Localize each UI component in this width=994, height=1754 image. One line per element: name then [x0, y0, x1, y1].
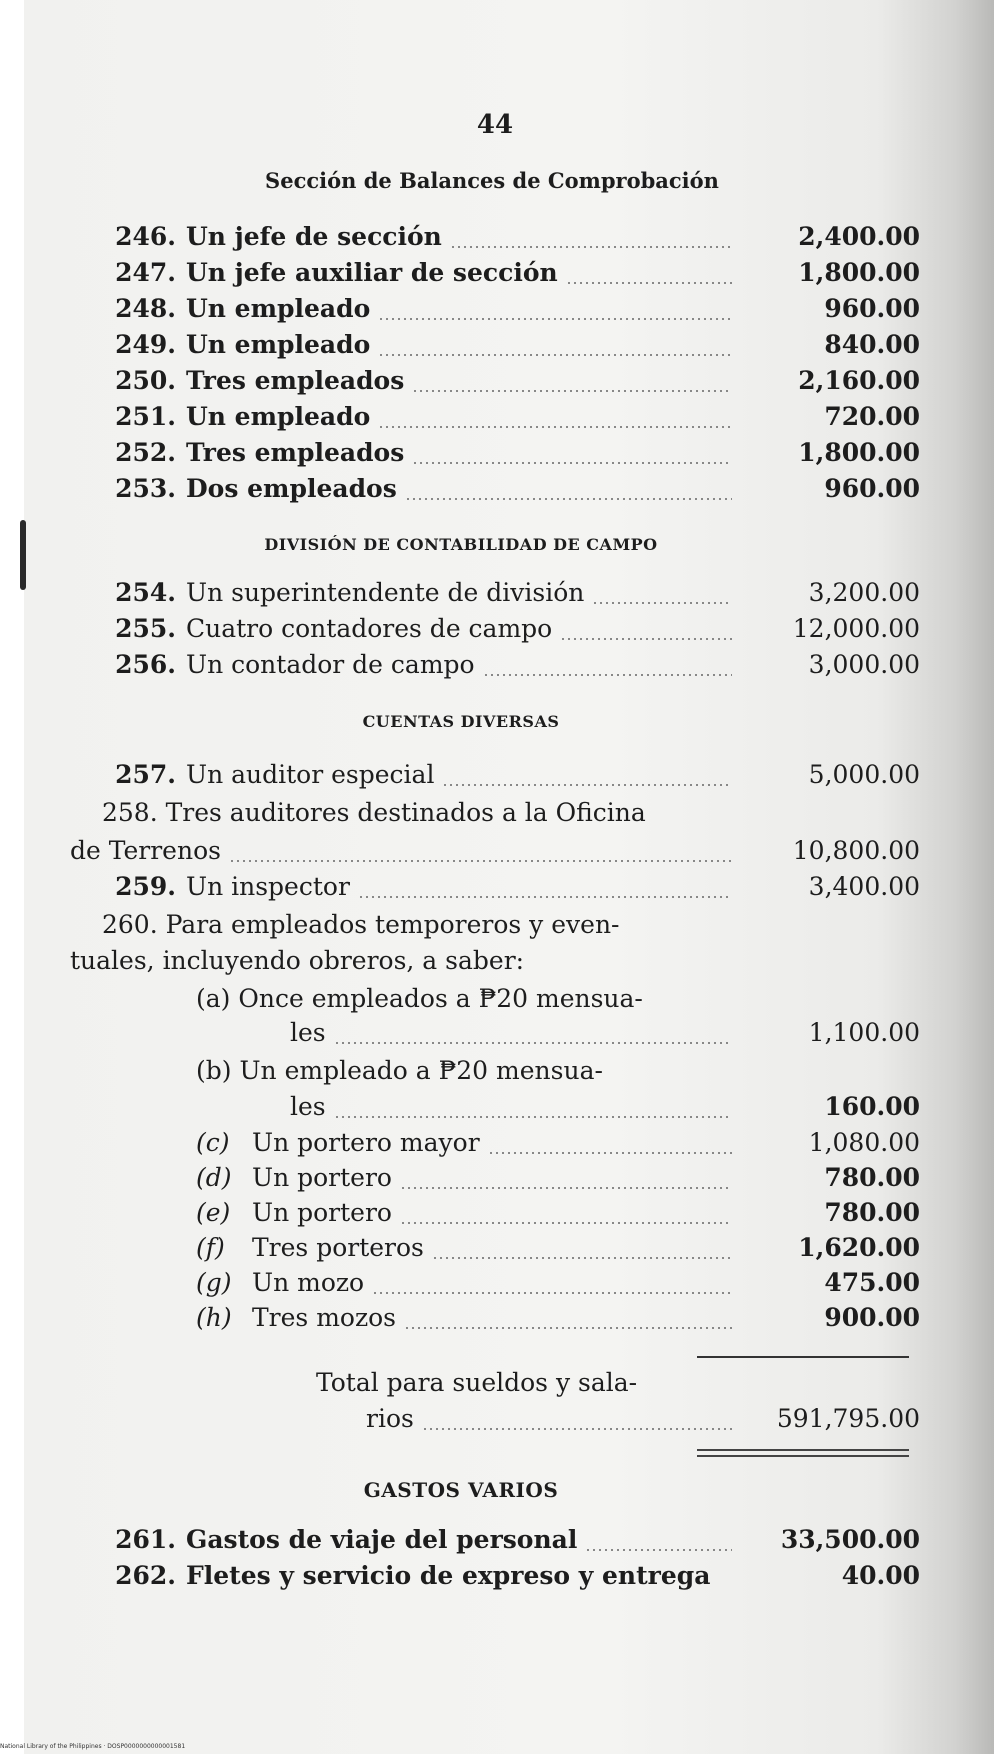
list-item: [70, 1561, 920, 1597]
item-amount: 840.00: [824, 330, 920, 359]
item-label: Un inspector: [186, 872, 350, 901]
leader-dots: [378, 318, 732, 320]
item-label: Un mozo: [252, 1268, 365, 1297]
leader-dots: [372, 1292, 732, 1294]
item-label: Un contador de campo: [186, 650, 475, 679]
item-label: Tres mozos: [252, 1303, 397, 1332]
item-amount: 33,500.00: [780, 1525, 920, 1554]
item-number: 251.: [115, 402, 176, 431]
gastos-heading: GASTOS VARIOS: [363, 1478, 559, 1502]
leader-dots: [442, 784, 732, 786]
item-amount: 1,800.00: [798, 438, 920, 467]
item-label: Un portero: [252, 1198, 392, 1227]
leader-dots: [229, 860, 732, 862]
item-number: 255.: [115, 614, 176, 643]
sub-item-letter: (d): [196, 1163, 232, 1192]
list-item: [70, 402, 920, 438]
item-label: Tres empleados: [186, 438, 405, 467]
leader-dots: [334, 1116, 732, 1118]
list-item: [196, 1268, 920, 1304]
list-item: [70, 330, 920, 366]
leader-dots: [400, 1187, 732, 1189]
sub-item-letter: (g): [196, 1268, 232, 1297]
list-item: [196, 1198, 920, 1234]
item-label: Cuatro contadores de campo: [186, 614, 553, 643]
item-number: 262.: [115, 1561, 176, 1590]
item-258-line1: 258. Tres auditores destinados a la Oficina: [102, 798, 646, 827]
list-item: [196, 1163, 920, 1199]
total-line1: Total para sueldos y sala-: [316, 1368, 638, 1397]
item-label: Un auditor especial: [186, 760, 435, 789]
item-number: 253.: [115, 474, 176, 503]
item-amount: 10,800.00: [792, 836, 920, 865]
item-amount: 1,080.00: [808, 1128, 920, 1157]
list-item: [70, 872, 920, 908]
page-number: 44: [476, 110, 514, 140]
list-item: [196, 1128, 920, 1164]
item-number: 248.: [115, 294, 176, 323]
leader-dots: [358, 896, 732, 898]
item-label: Un superintendente de división: [186, 578, 585, 607]
scan-footer-note: National Library of the Philippines · DOSP0000000000001581: [0, 1743, 186, 1750]
leader-dots: [585, 1549, 732, 1551]
item-number: 247.: [115, 258, 176, 287]
item-number: 261.: [115, 1525, 176, 1554]
item-label: Un portero: [252, 1163, 392, 1192]
item-amount: 780.00: [824, 1163, 920, 1192]
list-item: [290, 1018, 920, 1054]
item-label: les: [290, 1018, 326, 1047]
leader-dots: [400, 1222, 732, 1224]
item-amount: 1,620.00: [798, 1233, 920, 1262]
list-item: [70, 760, 920, 796]
item-label: Un portero mayor: [252, 1128, 480, 1157]
list-item: [70, 836, 920, 872]
item-label: Un jefe auxiliar de sección: [186, 258, 558, 287]
item-number: 250.: [115, 366, 176, 395]
leader-dots: [404, 1327, 732, 1329]
item-amount: 3,200.00: [808, 578, 920, 607]
item-number: 259.: [115, 872, 176, 901]
list-item: [70, 438, 920, 474]
item-label: Un empleado: [186, 330, 371, 359]
item-number: 246.: [115, 222, 176, 251]
division-heading: DIVISIÓN DE CONTABILIDAD DE CAMPO: [264, 535, 658, 554]
sub-item-a-line1: (a) Once empleados a ₱20 mensua-: [196, 984, 643, 1013]
item-amount: 780.00: [824, 1198, 920, 1227]
item-260-line2: tuales, incluyendo obreros, a saber:: [70, 946, 525, 975]
sub-item-b-line1: (b) Un empleado a ₱20 mensua-: [196, 1056, 603, 1085]
leader-dots: [560, 638, 732, 640]
item-label: Un empleado: [186, 294, 371, 323]
total-double-rule-top: [697, 1449, 909, 1451]
list-item: [70, 366, 920, 402]
total-row: [366, 1404, 920, 1440]
item-label: de Terrenos: [70, 836, 221, 865]
cuentas-heading: CUENTAS DIVERSAS: [362, 712, 560, 731]
leader-dots: [412, 390, 732, 392]
item-amount: 3,400.00: [808, 872, 920, 901]
item-label: Un jefe de sección: [186, 222, 442, 251]
leader-dots: [378, 426, 732, 428]
item-amount: 2,400.00: [798, 222, 920, 251]
item-label: Un empleado: [186, 402, 371, 431]
sub-item-letter: (c): [196, 1128, 230, 1157]
list-item: [196, 1233, 920, 1269]
leader-dots: [566, 282, 732, 284]
item-label: Tres porteros: [252, 1233, 424, 1262]
leader-dots: [405, 498, 732, 500]
leader-dots: [422, 1428, 732, 1430]
leader-dots: [483, 674, 732, 676]
item-number: 249.: [115, 330, 176, 359]
item-number: 256.: [115, 650, 176, 679]
leader-dots: [432, 1257, 732, 1259]
item-label: Gastos de viaje del personal: [186, 1525, 578, 1554]
list-item: [70, 650, 920, 686]
leader-dots: [488, 1152, 732, 1154]
total-label: rios: [366, 1404, 414, 1433]
leader-dots: [450, 246, 732, 248]
list-item: [70, 294, 920, 330]
total-double-rule-bottom: [697, 1455, 909, 1457]
item-amount: 960.00: [824, 474, 920, 503]
item-amount: 900.00: [824, 1303, 920, 1332]
sub-item-letter: (h): [196, 1303, 232, 1332]
item-label: Dos empleados: [186, 474, 397, 503]
list-item: [196, 1303, 920, 1339]
list-item: [70, 474, 920, 510]
leader-dots: [334, 1042, 732, 1044]
subtotal-rule: [697, 1356, 909, 1358]
sub-item-letter: (e): [196, 1198, 231, 1227]
item-amount: 2,160.00: [798, 366, 920, 395]
item-amount: 5,000.00: [808, 760, 920, 789]
item-amount: 3,000.00: [808, 650, 920, 679]
total-amount: 591,795.00: [776, 1404, 920, 1433]
list-item: [290, 1092, 920, 1128]
item-number: 257.: [115, 760, 176, 789]
list-item: [70, 578, 920, 614]
leader-dots: [592, 602, 732, 604]
leader-dots: [378, 354, 732, 356]
item-260-line1: 260. Para empleados temporeros y even-: [102, 910, 620, 939]
item-label: les: [290, 1092, 326, 1121]
list-item: [70, 1525, 920, 1561]
item-label: Fletes y servicio de expreso y entrega: [186, 1561, 711, 1590]
item-amount: 475.00: [824, 1268, 920, 1297]
list-item: [70, 614, 920, 650]
item-amount: 720.00: [824, 402, 920, 431]
section-title: Sección de Balances de Comprobación: [265, 168, 719, 193]
item-number: 252.: [115, 438, 176, 467]
item-amount: 960.00: [824, 294, 920, 323]
list-item: [70, 258, 920, 294]
list-item: [70, 222, 920, 258]
leader-dots: [412, 462, 732, 464]
item-label: Tres empleados: [186, 366, 405, 395]
sub-item-letter: (f): [196, 1233, 225, 1262]
item-amount: 40.00: [841, 1561, 920, 1590]
item-amount: 1,800.00: [798, 258, 920, 287]
item-amount: 12,000.00: [792, 614, 920, 643]
item-amount: 1,100.00: [808, 1018, 920, 1047]
item-number: 254.: [115, 578, 176, 607]
item-amount: 160.00: [824, 1092, 920, 1121]
